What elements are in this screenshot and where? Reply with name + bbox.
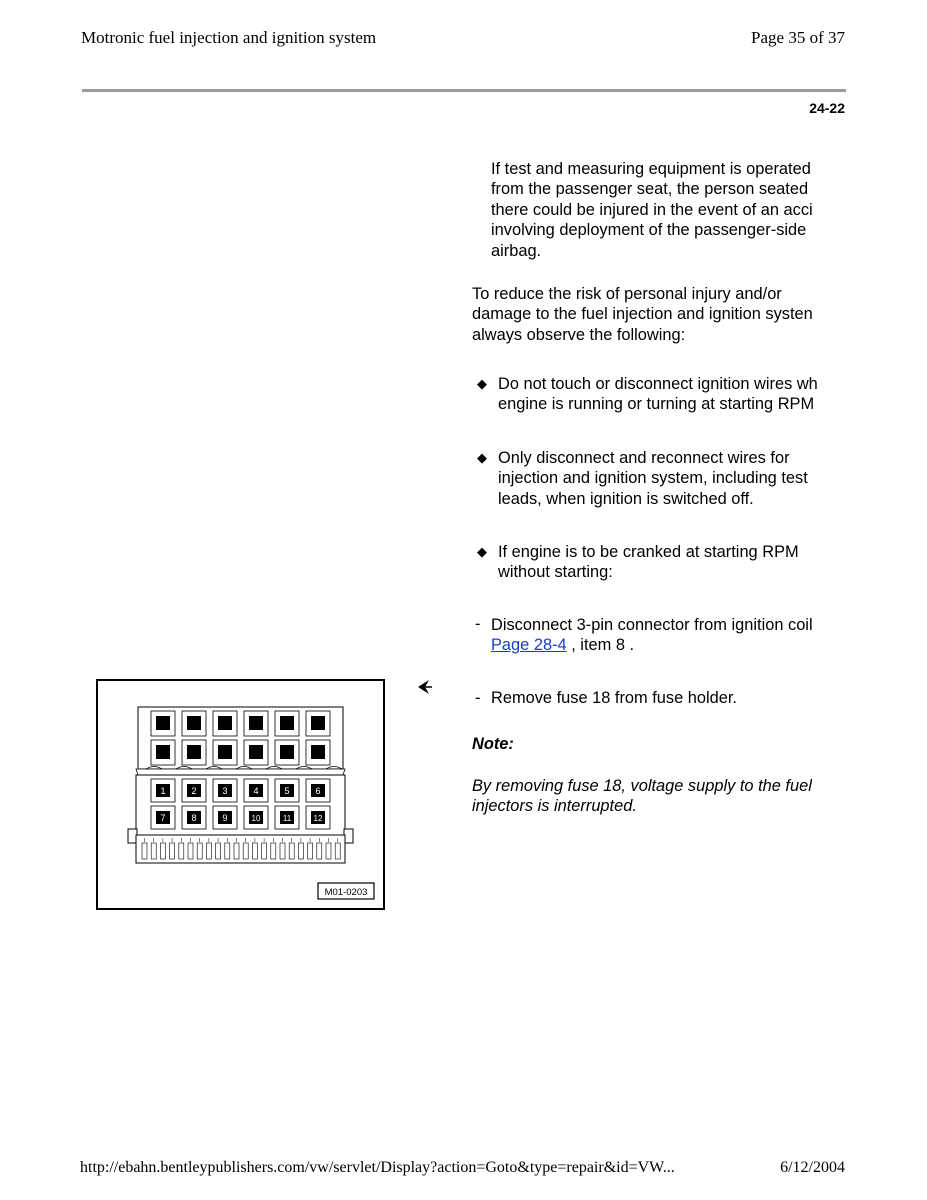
text-column (440, 150, 846, 850)
terminal-pin (234, 843, 239, 859)
fuse-number: 5 (284, 786, 290, 796)
fuse-number: 1 (160, 786, 166, 796)
relay-slot-fill (280, 716, 294, 730)
relay-slot-fill (311, 745, 325, 759)
intro-line: always observe the following: (472, 325, 686, 344)
fuse-holder-diagram (98, 681, 383, 908)
terminal-pin (289, 843, 294, 859)
relay-slot-fill (311, 716, 325, 730)
fuse-number: 3 (222, 786, 228, 796)
terminal-pin (252, 843, 257, 859)
terminal-pin (262, 843, 267, 859)
header-divider (82, 89, 846, 92)
bullet-line: Do not touch or disconnect ignition wires wh (498, 375, 818, 393)
step-line (491, 635, 813, 655)
relay-slot-fill (218, 745, 232, 759)
diamond-bullet-icon: ◆ (477, 544, 487, 559)
step-disconnect-connector (491, 615, 813, 656)
relay-slot-fill (218, 716, 232, 730)
terminal-pin (280, 843, 285, 859)
bullet-line: without starting: (498, 563, 613, 582)
fuse-holder-figure (96, 679, 385, 910)
fuse-number: 4 (253, 786, 259, 796)
step-line: Disconnect 3-pin connector from ignition coil (491, 616, 813, 634)
footer-date: 6/12/2004 (780, 1159, 845, 1176)
bullet-item (498, 374, 818, 415)
terminal-pin (271, 843, 276, 859)
note-line: injectors is interrupted. (472, 797, 637, 816)
terminal-pin (317, 843, 322, 859)
note-line: By removing fuse 18, voltage supply to the fuel (472, 777, 812, 795)
terminal-pin (243, 843, 248, 859)
note-text (472, 776, 812, 817)
terminal-pin (225, 843, 230, 859)
fuse-number: 12 (313, 814, 323, 823)
intro-line: To reduce the risk of personal injury and/or (472, 285, 782, 303)
diamond-bullet-icon: ◆ (477, 376, 487, 391)
relay-slot-fill (156, 745, 170, 759)
terminal-pin (179, 843, 184, 859)
terminal-pin (298, 843, 303, 859)
step-dash: - (475, 689, 481, 707)
step-dash: - (475, 615, 481, 633)
terminal-pin (170, 843, 175, 859)
note-label: Note: (472, 735, 514, 753)
warning-line: involving deployment of the passenger-side (491, 221, 807, 240)
terminal-pin (160, 843, 165, 859)
relay-slot-fill (249, 745, 263, 759)
bullet-line: injection and ignition system, including test (498, 469, 808, 488)
terminal-pin (142, 843, 147, 859)
fuse-number: 11 (282, 814, 292, 823)
bullet-item (498, 542, 799, 583)
bullet-line: If engine is to be cranked at starting RPM (498, 543, 799, 561)
step-remove-fuse: Remove fuse 18 from fuse holder. (491, 689, 737, 707)
footer-url: http://ebahn.bentleypublishers.com/vw/servlet/Display?action=Goto&type=repair&id=VW... (80, 1159, 675, 1176)
relay-slot-fill (187, 745, 201, 759)
section-number: 24-22 (809, 100, 845, 116)
bullet-line: Only disconnect and reconnect wires for (498, 449, 790, 467)
document-title: Motronic fuel injection and ignition system (81, 28, 377, 47)
warning-line: there could be injured in the event of an acci (491, 200, 813, 219)
fuse-number: 6 (315, 786, 321, 796)
terminal-pin (335, 843, 340, 859)
warning-line: If test and measuring equipment is operated (491, 160, 811, 178)
terminal-pin (216, 843, 221, 859)
terminal-pin (206, 843, 211, 859)
figure-code: M01-0203 (324, 887, 368, 898)
terminal-pin (197, 843, 202, 859)
fuse-number: 2 (191, 786, 197, 796)
step-line-rest: , item 8 . (566, 636, 635, 655)
bullet-line: engine is running or turning at starting RPM (498, 395, 815, 414)
relay-slot-fill (187, 716, 201, 730)
fuse-number: 8 (191, 813, 197, 823)
fuse-number: 9 (222, 813, 228, 823)
warning-line: from the passenger seat, the person seated (491, 180, 809, 199)
terminal-pin (326, 843, 331, 859)
warning-text (491, 159, 813, 261)
bullet-item (498, 448, 808, 509)
diamond-bullet-icon: ◆ (477, 450, 487, 465)
terminal-pin (188, 843, 193, 859)
fuse-number: 10 (251, 814, 261, 823)
relay-slot-fill (156, 716, 170, 730)
bullet-line: leads, when ignition is switched off. (498, 489, 754, 508)
arrow-pointer-icon (415, 676, 433, 698)
warning-line: airbag. (491, 241, 542, 260)
terminal-pin (151, 843, 156, 859)
page-number: Page 35 of 37 (751, 28, 845, 47)
terminal-pin (308, 843, 313, 859)
intro-text (472, 284, 813, 345)
page-28-4-link[interactable]: Page 28-4 (491, 636, 567, 655)
intro-line: damage to the fuel injection and ignition systen (472, 305, 813, 324)
relay-slot-fill (280, 745, 294, 759)
fuse-number: 7 (160, 813, 166, 823)
relay-slot-fill (249, 716, 263, 730)
